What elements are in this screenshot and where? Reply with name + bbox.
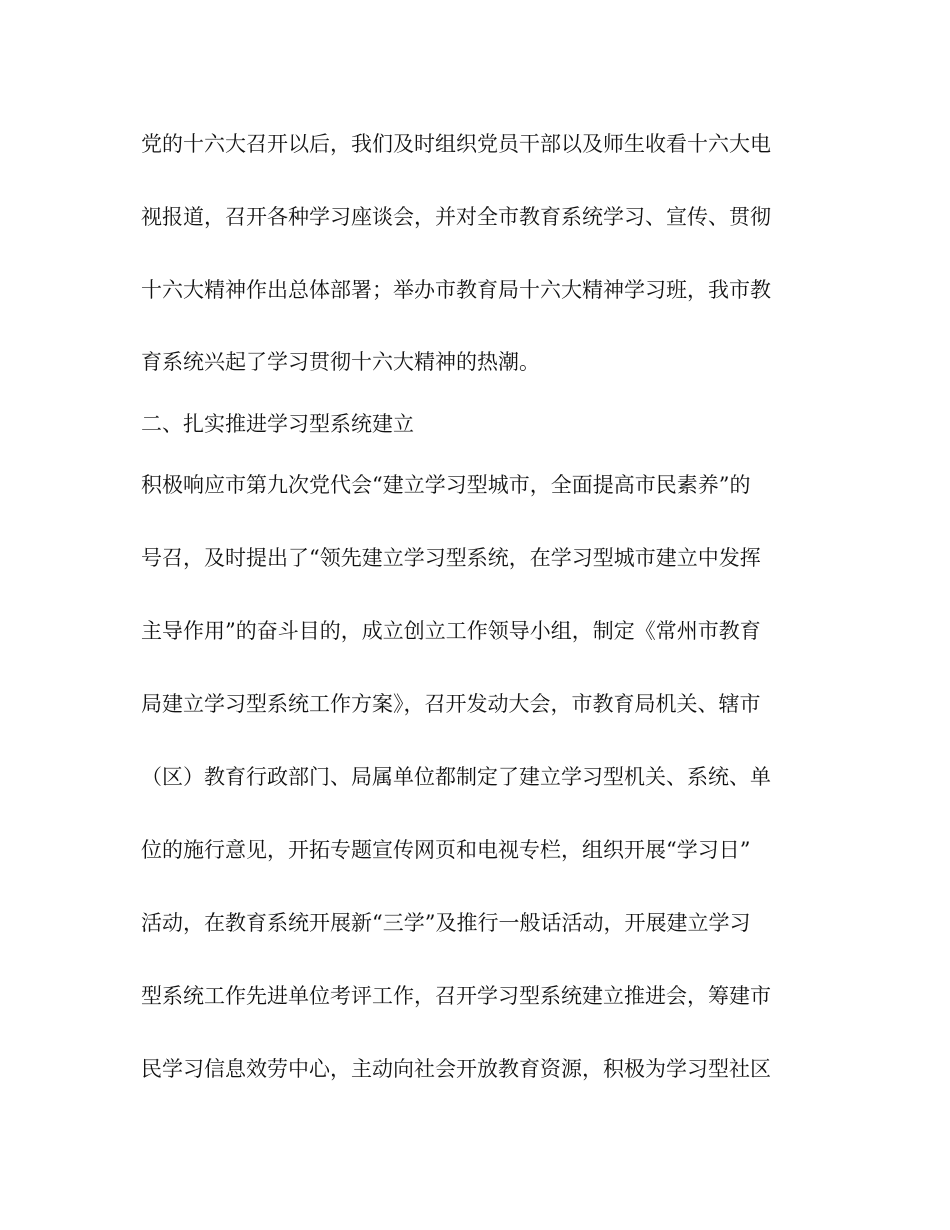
section-heading: 二、扎实推进学习型系统建立	[141, 412, 414, 436]
paragraph-line: 民学习信息效劳中心，主动向社会开放教育资源，积极为学习型社区	[141, 1057, 771, 1081]
paragraph-line: 十六大精神作出总体部署；举办市教育局十六大精神学习班，我市教	[141, 278, 771, 302]
paragraph-line: 局建立学习型系统工作方案》，召开发动大会，市教育局机关、辖市	[141, 692, 761, 716]
paragraph-line: 主导作用”的奋斗目的，成立创立工作领导小组，制定《常州市教育	[141, 619, 761, 643]
paragraph-line: 型系统工作先进单位考评工作，召开学习型系统建立推进会，筹建市	[141, 984, 771, 1008]
paragraph-line: （区）教育行政部门、局属单位都制定了建立学习型机关、系统、单	[141, 765, 771, 789]
paragraph-line: 积极响应市第九次党代会“建立学习型城市，全面提高市民素养”的	[141, 473, 751, 497]
paragraph-line: 党的十六大召开以后，我们及时组织党员干部以及师生收看十六大电	[141, 132, 771, 156]
paragraph-line: 位的施行意见，开拓专题宣传网页和电视专栏，组织开展“学习日”	[141, 838, 751, 862]
paragraph-line: 育系统兴起了学习贯彻十六大精神的热潮。	[141, 350, 540, 374]
paragraph-line: 视报道，召开各种学习座谈会，并对全市教育系统学习、宣传、贯彻	[141, 205, 771, 229]
paragraph-line: 活动，在教育系统开展新“三学”及推行一般话活动，开展建立学习	[141, 911, 751, 935]
paragraph-line: 号召，及时提出了“领先建立学习型系统，在学习型城市建立中发挥	[141, 546, 761, 570]
